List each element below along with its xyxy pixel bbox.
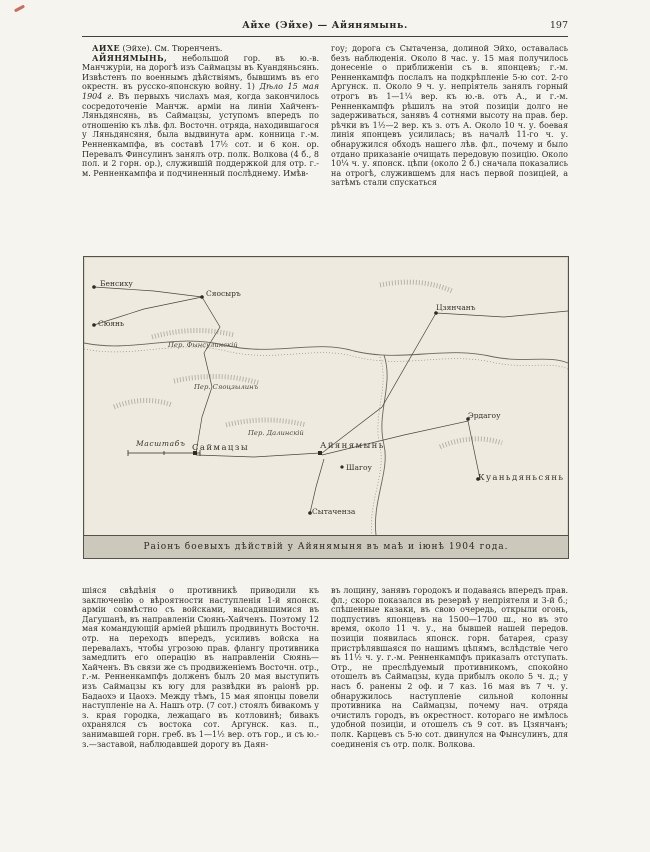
map-figure: [83, 256, 569, 559]
article-continuation-paragraph: шіяся свѣдѣнія о противникѣ приводили къ заключенію о вѣроятности наступленія 1-й японск. арміи совмѣстно съ войсками, высадившимися въ Дагушанѣ, въ направленіи Сюянь-Хайченъ. Поэтому 12 мая командующій арміей рѣшилъ продвинуть Восточн. отр. на переходъ впередъ, усиливъ войска на перевалахъ, чтобы угрозою прав. флангу противника замедлить его операцію въ направленіи Сюянь—Хайченъ. Въ связи же съ продвиженіемъ Восточн. отр., г.-м. Ренненкампфъ долженъ былъ 20 мая выступить изъ Саймацзы къ югу для развѣдки въ раіонѣ рр. Бадаохэ и Цаохэ. Между тѣмъ, 15 мая японцы повели наступленіе на А. Нашъ отр. (7 сот.) стоялъ бивакомъ у з. края городка, лежащаго въ котловинѣ; бивакъ охранялся съ востока сот. Аргунск. каз. п., занимавшей горн. греб. въ 1—1½ вер. отъ гор., и съ ю.-з.—заставой, наблюдавшей дорогу въ Даян-: [82, 586, 319, 749]
running-head-title: Айхе (Эйхе) — Айянямынь.: [242, 20, 408, 31]
article-headword: АЙХЕ: [92, 44, 120, 53]
map-canvas: [84, 257, 568, 535]
map-caption: Раіонъ боевыхъ дѣйствій у Айянямыня въ маѣ и іюнѣ 1904 года.: [84, 535, 568, 558]
map-label: Пер. Сяоцзылинъ: [194, 383, 259, 391]
map-label: Сюянь: [98, 319, 125, 328]
article-continuation-paragraph: въ лощину, занявъ городокъ и подаваясь впередъ прав. фл.; скоро показался въ резервѣ у непріятеля и 3-й б.; спѣшенные казаки, въ свою очередь, открыли огонь, подпустивъ японцевъ на 1500—1700 ш., но въ это время, около 11 ч. у., на бывшей нашей передов. позиціи появилась японск. горн. батарея, сразу пристрѣлявшаяся по нашимъ цѣпямъ, вслѣдствіе чего въ 11½ ч. у. г.-м. Ренненкампфъ приказалъ отступать. Отр., не преслѣдуемый противникомъ, спокойно отошелъ въ Саймацзы, куда прибылъ около 5 ч. д.; у насъ б. ранены 2 оф. и 7 каз. 16 мая въ 7 ч. у. обнаружилось наступленіе сильной колонны противника на Саймацзы, почему нач. отряда очистилъ городъ, въ окрестност. котораго не имѣлось удобной позиціи, и отошелъ съ 9 сот. въ Цзянчанъ; полк. Карцевъ съ 5-ю сот. двинулся на Фынсулинъ, для соединенія съ отр. полк. Волкова.: [331, 586, 568, 749]
lower-text-block: [82, 586, 568, 818]
map-rivers: [84, 341, 568, 535]
upper-text-block: [82, 44, 568, 254]
map-label: Шагоу: [346, 463, 372, 472]
lower-right-column: [331, 586, 568, 818]
red-pencil-scan-mark: [14, 5, 25, 13]
running-head: [82, 20, 568, 34]
map-label: Масштабъ: [136, 439, 186, 448]
map-drawing: [84, 257, 568, 535]
map-scale-bar: [128, 450, 200, 456]
map-town-marks: [92, 285, 480, 515]
page-number: 197: [549, 20, 568, 31]
article-continuation-paragraph: гоу; дорога съ Сытаченза, долиной Эйхо, оставалась безъ наблюденія. Около 8 час. у. 15 мая получилось донесеніе о приближеніи съ в. японцевъ; г.-м. Ренненкампфъ послалъ на подкрѣпленіе 5-ю сот. 2-го Аргунск. п. Около 9 ч. у. непріятель занялъ горный отрогъ въ 1—1¼ вер. къ ю.-в. отъ А., и г.-м. Ренненкампфъ рѣшилъ на этой позиціи долго не задерживаться, занявъ 4 сотнями высоту на прав. бер. рѣчки въ 1½—2 вер. къ з. отъ А. Около 10 ч. у. боевая линія японцевъ усилилась; въ началѣ 11-го ч. у. обнаружился обходъ нашего лѣв. фл., почему и было отдано приказаніе очищать передовую позицію. Около 10¼ ч. у. японск. цѣпи (около 2 б.) сначала показались на отрогѣ, служившемъ для насъ первой позиціей, а затѣмъ стали спускаться: [331, 44, 568, 188]
map-label: Саймацзы: [192, 443, 249, 453]
map-label: Айянямынь: [320, 441, 385, 451]
upper-right-column: [331, 44, 568, 254]
map-label: Пер. Фынсулинскій: [168, 341, 238, 349]
map-label: Пер. Далинскій: [248, 429, 304, 437]
article-headword: АЙЯНЯМЫНЬ,: [92, 52, 168, 63]
map-label: Куаньдяньсянь: [478, 473, 565, 483]
upper-left-column: [82, 44, 319, 254]
article-main-paragraph: [82, 54, 319, 179]
article-body-text: Въ первыхъ числахъ мая, когда закончилось сосредоточеніе Манчж. арміи на линіи Хайченъ-Ляньдянсянь, въ Саймацзы, уступомъ впередъ по отношенію къ лѣв. фл. Восточн. отряда, находившагося у Ляньдянсяня, была выдвинута арм. конница г.-м. Ренненкампфа, въ составѣ 17½ сот. и 6 кон. ор. Перевалъ Финсулинъ занялъ отр. полк. Волкова (4 б., 8 пол. и 2 горн. ор.), служившій поддержкой для отр. г.-м. Ренненкампфа и подчиненный послѣднему. Имѣв-: [82, 91, 319, 178]
lower-left-column: [82, 586, 319, 818]
map-label: Бенсиху: [100, 279, 133, 288]
article-ref-text: (Эйхе). См. Тюренченъ.: [119, 44, 223, 53]
map-label: Сытаченза: [312, 507, 356, 516]
map-label: Эрдагоу: [468, 411, 501, 420]
head-rule: [82, 36, 568, 37]
map-label: Сяосыръ: [206, 289, 241, 298]
map-label: Цзянчанъ: [436, 303, 476, 312]
article-emphasis: Дѣло 15 мая 1904 г.: [82, 82, 319, 101]
article-body-text: небольшой гор. въ ю.-в. Манчжуріи, на дорогѣ изъ Саймацзы въ Куандяньсянь. Извѣстенъ по военнымъ дѣйствіямъ, бывшимъ въ его окрестн. въ русско-японскую войну. 1): [82, 53, 319, 92]
